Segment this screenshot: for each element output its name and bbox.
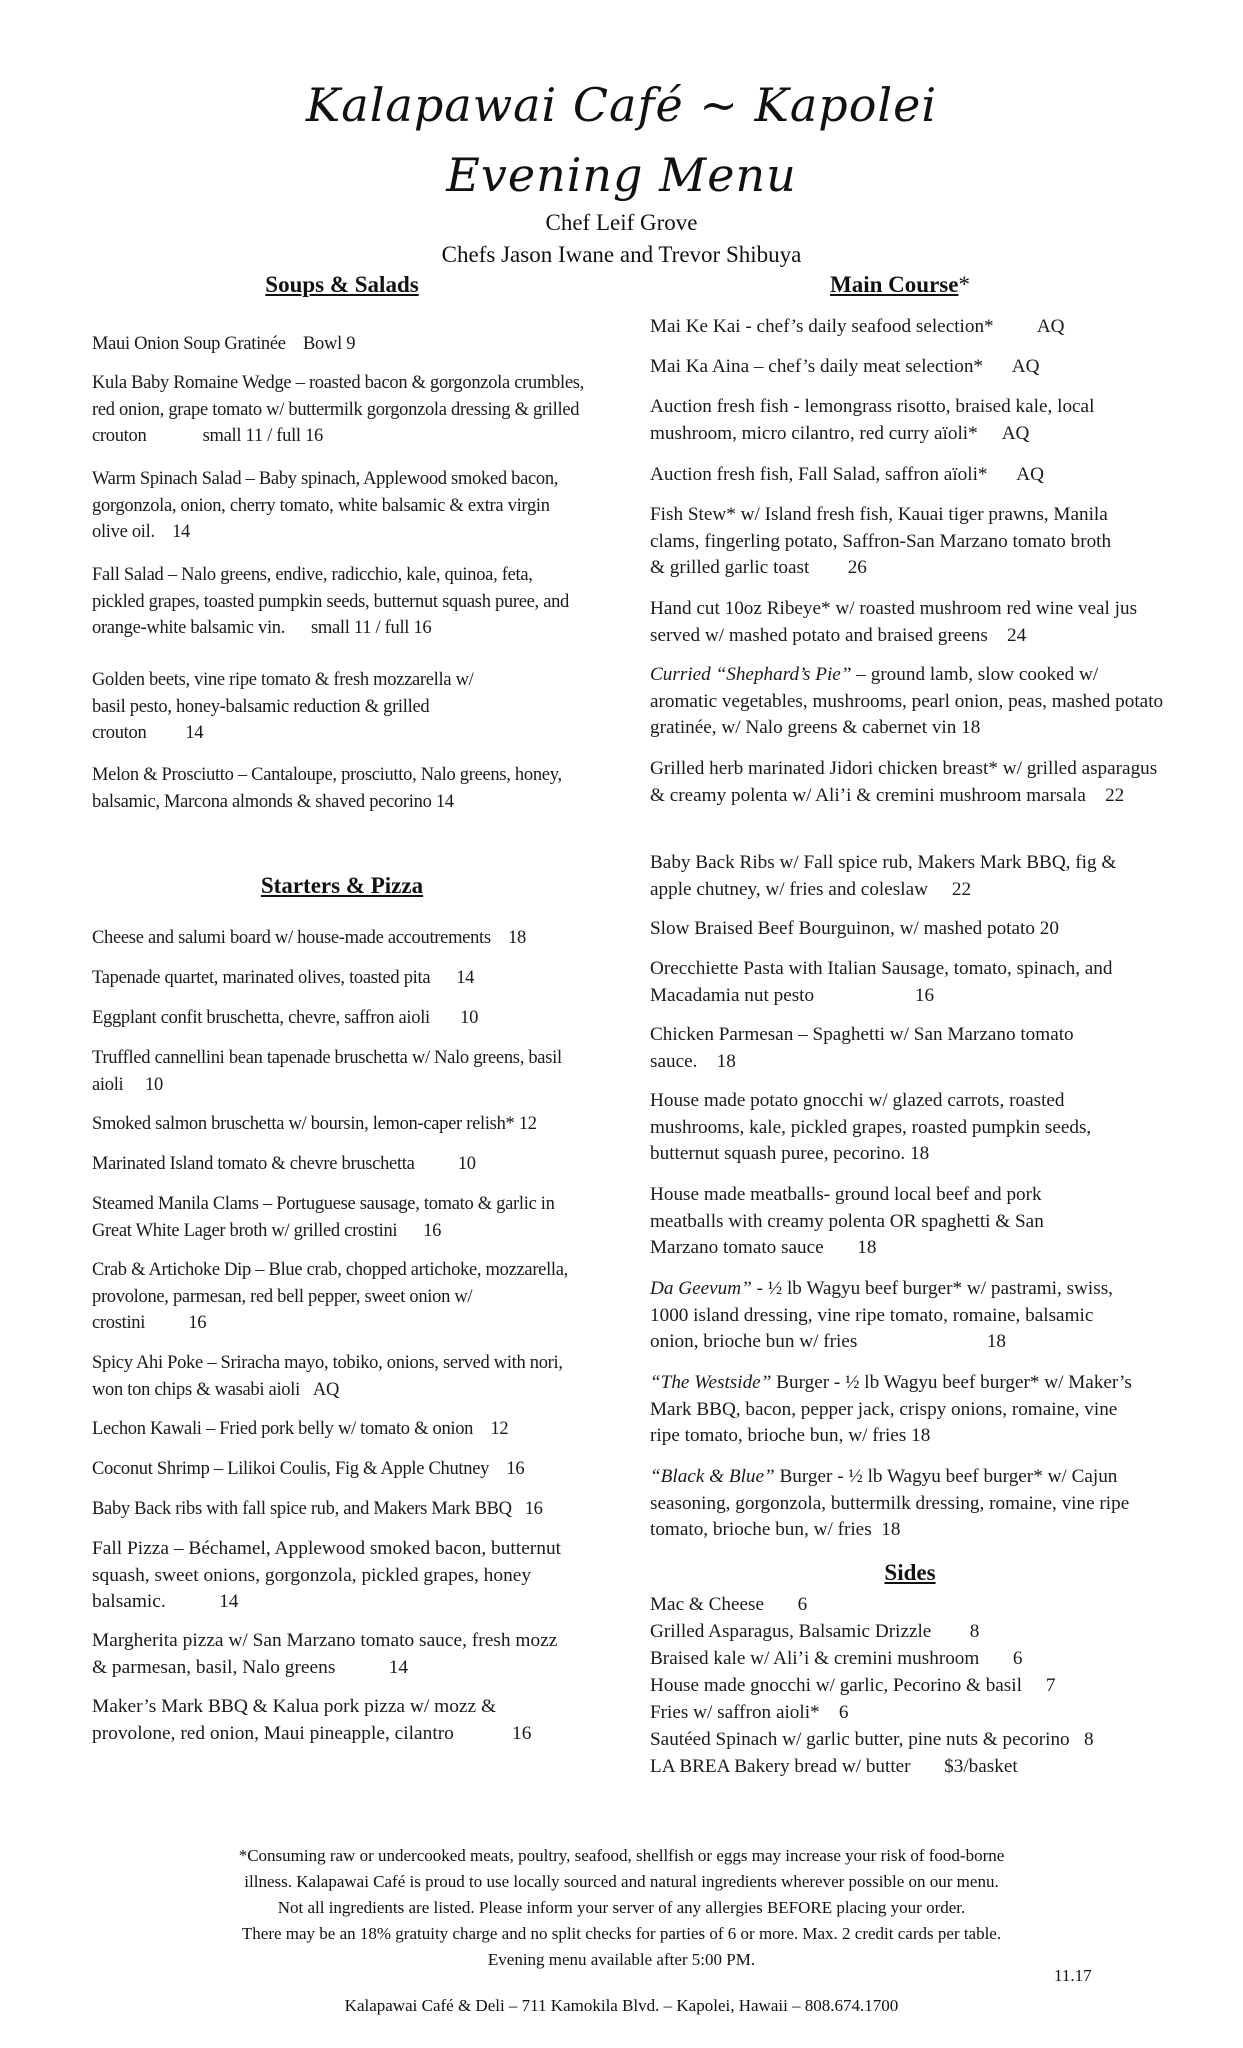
item-price: 18: [910, 1143, 930, 1164]
menu-item: Da Geevum” - ½ lb Wagyu beef burger* w/ pastrami, swiss, 1000 island dressing, vine ripe tomato, romaine, balsamic onion, brioche bun w/ fries 18: [650, 1278, 1113, 1352]
item-price: 14: [185, 723, 204, 743]
item-price: AQ: [1001, 422, 1030, 444]
item-price: 26: [847, 557, 867, 578]
menu-item: Curried “Shephard’s Pie” – ground lamb, slow cooked w/ aromatic vegetables, mushrooms, pearl onion, peas, mashed potato gratinée, w/ Nalo greens & cabernet vin 18: [650, 664, 1164, 738]
item-price: 10: [145, 1074, 163, 1095]
menu-item: Maui Onion Soup Gratinée Bowl 9: [92, 334, 356, 354]
menu-item: Truffled cannellini bean tapenade bruschetta w/ Nalo greens, basil aioli 10: [92, 1048, 562, 1095]
menu-item: House made potato gnocchi w/ glazed carrots, roasted mushrooms, kale, pickled grapes, roasted pumpkin seeds, butternut squash puree, pecorino. 18: [650, 1090, 1092, 1164]
item-price: 6: [797, 1594, 808, 1615]
item-price: 10: [457, 1154, 476, 1174]
item-price: 22: [951, 878, 972, 900]
menu-item: Golden beets, vine ripe tomato & fresh mozzarella w/ basil pesto, honey-balsamic reduction & grilled crouton 14: [92, 670, 474, 743]
menu-item: Hand cut 10oz Ribeye* w/ roasted mushroom red wine veal jus served w/ mashed potato and braised greens 24: [650, 598, 1138, 646]
menu-item: Chicken Parmesan – Spaghetti w/ San Marzano tomato sauce. 18: [650, 1024, 1074, 1072]
menu-item: Mai Ke Kai - chef’s daily seafood selection* AQ: [650, 316, 1065, 337]
item-price: 18: [961, 717, 981, 738]
menu-item: Baby Back Ribs w/ Fall spice rub, Makers Mark BBQ, fig & apple chutney, w/ fries and coleslaw 22: [650, 852, 1117, 900]
menu-item: LA BREA Bakery bread w/ butter $3/basket: [650, 1756, 1018, 1777]
menu-item: Tapenade quartet, marinated olives, toasted pita 14: [92, 968, 475, 988]
menu-version: 11.17: [1054, 1966, 1092, 1985]
item-price: AQ: [1036, 316, 1065, 337]
item-price: 6: [838, 1702, 849, 1723]
main-course-heading: Main Course*: [830, 272, 970, 297]
soups-salads-heading: Soups & Salads: [265, 272, 419, 297]
menu-item: “Black & Blue” Burger - ½ lb Wagyu beef burger* w/ Cajun seasoning, gorgonzola, buttermilk dressing, romaine, vine ripe tomato, brioche bun, w/ fries 18: [650, 1466, 1130, 1540]
footer-notes: [0, 1843, 1243, 1973]
footer-note: *Consuming raw or undercooked meats, poultry, seafood, shellfish or eggs may increase your risk of food-borne: [238, 1846, 1005, 1865]
item-price: Bowl 9: [303, 334, 356, 354]
item-price: 12: [518, 1114, 537, 1134]
item-price: 20: [1039, 918, 1059, 939]
item-price: 14: [172, 522, 190, 542]
item-price: $3/basket: [944, 1756, 1018, 1777]
menu-item: House made gnocchi w/ garlic, Pecorino & basil 7: [650, 1675, 1056, 1696]
menu-item: Mac & Cheese 6: [650, 1594, 808, 1615]
item-price: 14: [219, 1591, 239, 1612]
menu-item: Grilled Asparagus, Balsamic Drizzle 8: [650, 1621, 980, 1642]
menu-item: Grilled herb marinated Jidori chicken breast* w/ grilled asparagus & creamy polenta w/ Ali’i & cremini mushroom marsala 22: [650, 758, 1158, 806]
menu-item: Mai Ka Aina – chef’s daily meat selection* AQ: [650, 356, 1040, 377]
footer-note: Not all ingredients are listed. Please inform your server of any allergies BEFORE placing your order.: [277, 1898, 966, 1917]
item-price: small 11 / full 16: [202, 426, 323, 446]
item-price: 16: [512, 1722, 532, 1744]
item-price: 12: [490, 1419, 509, 1439]
menu-item: “The Westside” Burger - ½ lb Wagyu beef burger* w/ Maker’s Mark BBQ, bacon, pepper jack, crispy onions, romaine, vine ripe tomato, brioche bun, w/ fries 18: [650, 1372, 1132, 1446]
starters-pizza-heading: Starters & Pizza: [260, 873, 424, 898]
footer-note: illness. Kalapawai Café is proud to use locally sourced and natural ingredients wherever possible on our menu.: [244, 1872, 999, 1891]
menu-item: Coconut Shrimp – Lilikoi Coulis, Fig & Apple Chutney 16: [92, 1459, 525, 1479]
footer-address: Kalapawai Café & Deli – 711 Kamokila Blvd. – Kapolei, Hawaii – 808.674.1700: [344, 1996, 899, 2015]
item-price: 22: [1105, 784, 1125, 806]
item-price: 18: [857, 1237, 877, 1258]
item-price: 18: [986, 1331, 1006, 1352]
menu-item: Marinated Island tomato & chevre bruschetta 10: [92, 1154, 476, 1174]
item-price: 16: [914, 984, 935, 1006]
sides-heading: Sides: [884, 1560, 936, 1585]
menu-item: Steamed Manila Clams – Portuguese sausage, tomato & garlic in Great White Lager broth w/ grilled crostini 16: [92, 1194, 555, 1241]
item-price: 18: [881, 1519, 901, 1540]
item-price: 14: [388, 1656, 409, 1678]
footer-note: There may be an 18% gratuity charge and no split checks for parties of 6 or more. Max. 2 credit cards per table.: [241, 1924, 1002, 1943]
menu-item: Margherita pizza w/ San Marzano tomato sauce, fresh mozz & parmesan, basil, Nalo greens 14: [92, 1630, 558, 1678]
item-price: 8: [969, 1621, 980, 1642]
menu-item: Braised kale w/ Ali’i & cremini mushroom 6: [650, 1648, 1023, 1669]
menu-item: Auction fresh fish, Fall Salad, saffron aïoli* AQ: [650, 464, 1044, 485]
footer-note: Evening menu available after 5:00 PM.: [487, 1950, 756, 1969]
menu-item: Fries w/ saffron aioli* 6: [650, 1702, 849, 1723]
menu-item: Fall Salad – Nalo greens, endive, radicchio, kale, quinoa, feta, pickled grapes, toasted pumpkin seeds, butternut squash puree, and orange-white balsamic vin. small 11 / full 16: [92, 565, 570, 638]
menu-item: Melon & Prosciutto – Cantaloupe, prosciutto, Nalo greens, honey, balsamic, Marcona almonds & shaved pecorino 14: [92, 765, 562, 812]
menu-item: Auction fresh fish - lemongrass risotto, braised kale, local mushroom, micro cilantro, red curry aïoli* AQ: [650, 396, 1095, 444]
menu-item: Orecchiette Pasta with Italian Sausage, tomato, spinach, and Macadamia nut pesto 16: [650, 958, 1113, 1006]
menu-title: Evening Menu: [446, 148, 797, 202]
menu-item: Cheese and salumi board w/ house-made accoutrements 18: [92, 928, 526, 948]
item-price: 16: [506, 1459, 525, 1479]
item-price: 18: [911, 1425, 931, 1446]
chefs: Chefs Jason Iwane and Trevor Shibuya: [441, 242, 802, 267]
menu-item: Fall Pizza – Béchamel, Applewood smoked bacon, butternut squash, sweet onions, gorgonzola, pickled grapes, honey balsamic. 14: [92, 1538, 562, 1612]
item-price: 10: [460, 1008, 479, 1028]
item-price: AQ: [312, 1379, 340, 1400]
menu-item: Spicy Ahi Poke – Sriracha mayo, tobiko, onions, served with nori, won ton chips & wasabi aioli AQ: [92, 1353, 563, 1400]
item-price: 7: [1045, 1675, 1056, 1696]
menu-item: Maker’s Mark BBQ & Kalua pork pizza w/ mozz & provolone, red onion, Maui pineapple, cilantro 16: [92, 1696, 532, 1744]
menu-item: Crab & Artichoke Dip – Blue crab, chopped artichoke, mozzarella, provolone, parmesan, red bell pepper, sweet onion w/ crostini 16: [92, 1260, 569, 1333]
menu-item: Warm Spinach Salad – Baby spinach, Applewood smoked bacon, gorgonzola, onion, cherry tomato, white balsamic & extra virgin olive oil. 14: [92, 469, 559, 542]
menu-item: Baby Back ribs with fall spice rub, and Makers Mark BBQ 16: [92, 1499, 543, 1519]
restaurant-title: Kalapawai Café ~ Kapolei: [305, 78, 938, 132]
menu-item: Smoked salmon bruschetta w/ boursin, lemon-caper relish* 12: [92, 1114, 537, 1134]
menu-item: Sautéed Spinach w/ garlic butter, pine nuts & pecorino 8: [650, 1729, 1094, 1750]
item-price: 8: [1084, 1729, 1094, 1750]
menu-item: Kula Baby Romaine Wedge – roasted bacon & gorgonzola crumbles, red onion, grape tomato w/ buttermilk gorgonzola dressing & grilled crouton small 11 / full 16: [92, 373, 584, 446]
menu-item: Slow Braised Beef Bourguinon, w/ mashed potato 20: [650, 918, 1059, 939]
item-price: 16: [188, 1313, 207, 1333]
item-price: 18: [716, 1050, 736, 1072]
item-price: AQ: [1016, 464, 1044, 485]
item-price: 24: [1007, 624, 1027, 646]
menu-item: Lechon Kawali – Fried pork belly w/ tomato & onion 12: [92, 1419, 509, 1439]
item-price: 16: [524, 1499, 543, 1519]
item-price: 14: [456, 968, 475, 988]
item-price: 16: [423, 1220, 442, 1241]
item-price: 18: [508, 928, 526, 948]
menu-item: Fish Stew* w/ Island fresh fish, Kauai tiger prawns, Manila clams, fingerling potato, Saffron-San Marzano tomato broth & grilled garlic toast 26: [650, 504, 1112, 578]
head-chef: Chef Leif Grove: [545, 210, 698, 235]
menu-item: Eggplant confit bruschetta, chevre, saffron aioli 10: [92, 1008, 479, 1028]
item-price: 6: [1012, 1648, 1023, 1669]
item-price: small 11 / full 16: [311, 618, 432, 638]
item-price: AQ: [1011, 356, 1040, 377]
menu-item: House made meatballs- ground local beef and pork meatballs with creamy polenta OR spaghetti & San Marzano tomato sauce 18: [650, 1184, 1044, 1258]
item-price: 14: [435, 791, 454, 812]
